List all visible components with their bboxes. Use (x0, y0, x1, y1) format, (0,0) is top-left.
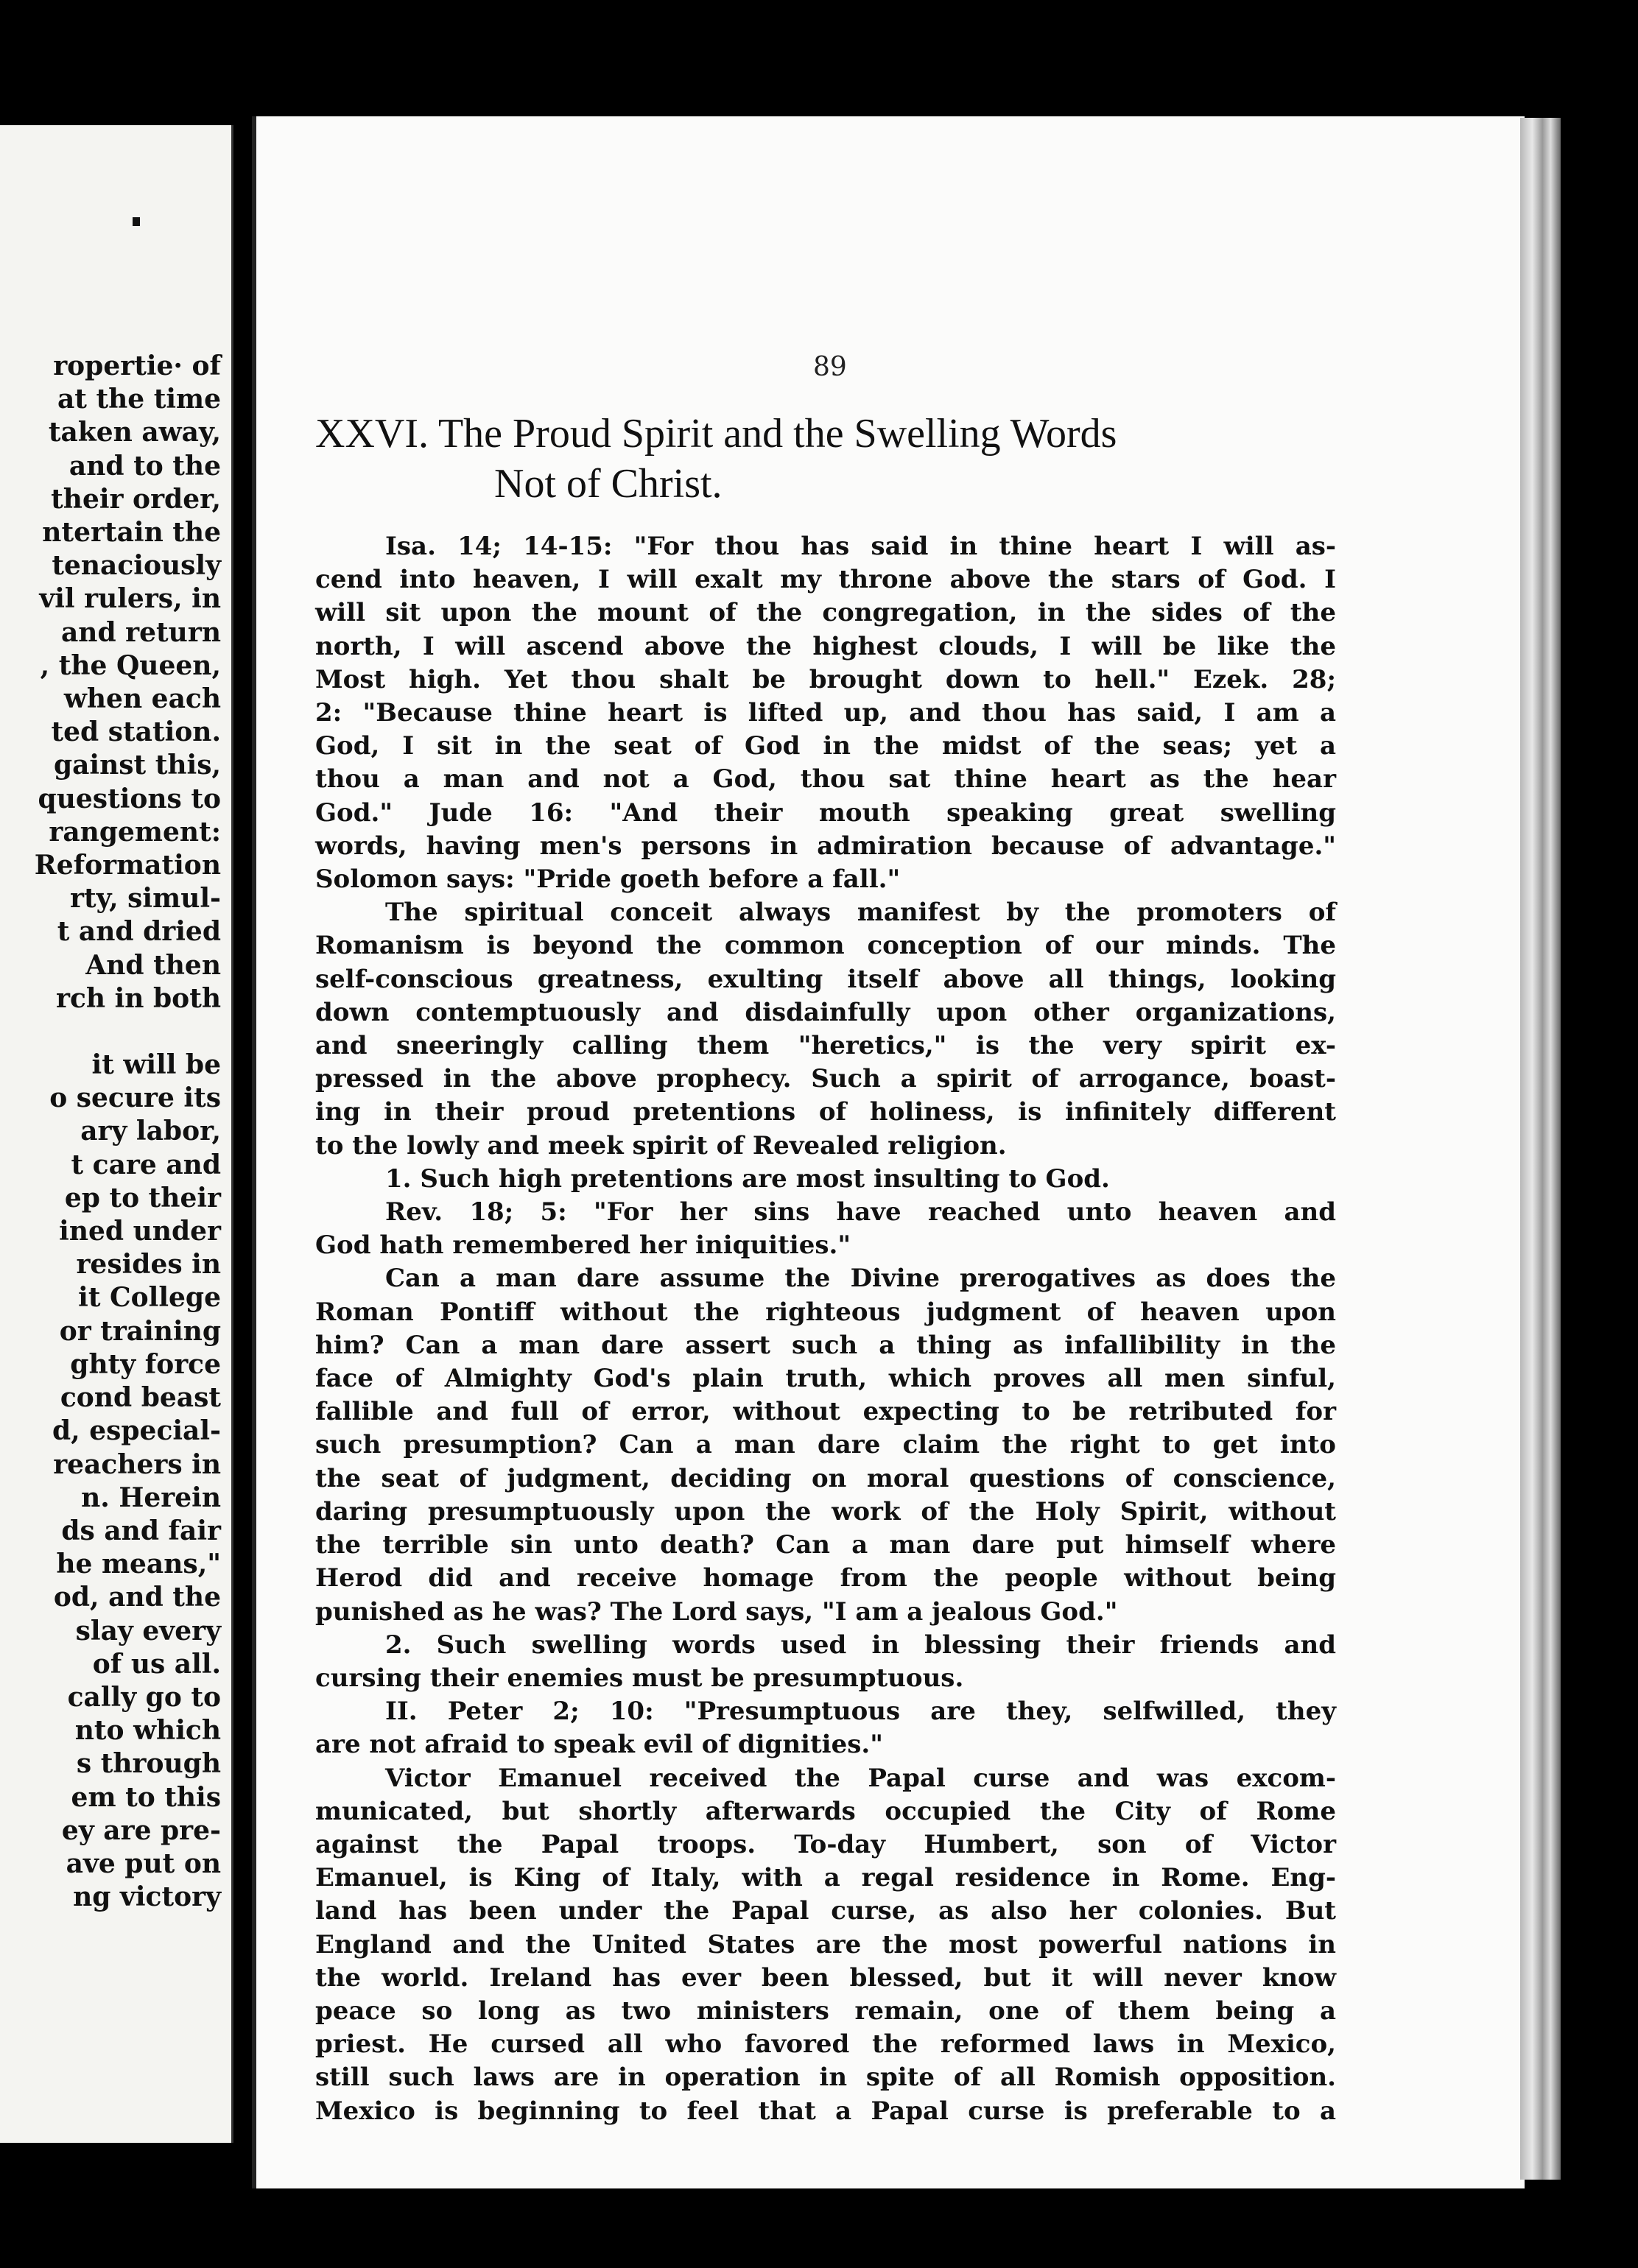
text-line: municated, but shortly afterwards occupied the City of Rome (315, 1796, 1336, 1826)
text-line: thou a man and not a God, thou sat thine heart as the hear (315, 764, 1336, 795)
left-page-line: od, and the (53, 1582, 221, 1613)
chapter-title-line-2: Not of Christ. (494, 461, 723, 507)
left-page-line: ave put on (66, 1848, 221, 1879)
text-line: Isa. 14; 14-15: "For thou has said in thine heart I will as- (385, 532, 1336, 561)
text-line: The spiritual conceit always manifest by the promoters of (385, 898, 1336, 928)
text-line: words, having men's persons in admiration because of advantage." (315, 831, 1336, 861)
text-line: him? Can a man dare assert such a thing as infallibility in the (315, 1330, 1336, 1360)
left-page-line: it College (78, 1282, 221, 1314)
text-line: Roman Pontiff without the righteous judgment of heaven upon (315, 1297, 1336, 1327)
left-page-line: em to this (71, 1781, 221, 1813)
left-page-line: ted station. (51, 716, 221, 748)
left-page-line: and to the (68, 450, 221, 482)
left-page-line: questions to (38, 783, 221, 814)
text-line: God." Jude 16: "And their mouth speaking great swelling (315, 797, 1336, 828)
text-line: self-conscious greatness, exulting itself above all things, looking (315, 964, 1336, 994)
text-line: Most high. Yet thou shalt be brought down to hell." Ezek. 28; (315, 664, 1336, 694)
left-page-line: d, especial- (52, 1415, 221, 1447)
left-page-line: ng victory (73, 1881, 221, 1913)
text-line: Mexico is beginning to feel that a Papal curse is preferable to a (315, 2096, 1336, 2126)
left-page-line: nto which (74, 1715, 221, 1747)
text-line: land has been under the Papal curse, as also her colonies. But (315, 1896, 1336, 1926)
left-page-line: ined under (59, 1216, 221, 1247)
text-line: II. Peter 2; 10: "Presumptuous are they, selfwilled, they (385, 1697, 1336, 1727)
text-line: the terrible sin unto death? Can a man dare put himself where (315, 1530, 1336, 1560)
text-line: north, I will ascend above the highest clouds, I will be like the (315, 631, 1336, 661)
text-line: Rev. 18; 5: "For her sins have reached unto heaven and (385, 1197, 1336, 1228)
text-line: pressed in the above prophecy. Such a spirit of arrogance, boast- (315, 1064, 1336, 1094)
text-line: Emanuel, is King of Italy, with a regal residence in Rome. Eng- (315, 1863, 1336, 1893)
left-page (0, 125, 233, 2143)
text-line: peace so long as two ministers remain, one of them being a (315, 1996, 1336, 2026)
left-page-line: n. Herein (81, 1482, 221, 1513)
text-line: against the Papal troops. To-day Humbert, son of Victor (315, 1829, 1336, 1859)
left-page-line: , the Queen, (40, 649, 221, 681)
left-page-line: when each (63, 683, 221, 715)
left-page-line: ropertie· of (53, 351, 221, 381)
chapter-title-line-1: XXVI. The Proud Spirit and the Swelling Words (315, 411, 1117, 457)
left-page-line: vil rulers, in (39, 583, 221, 615)
left-page-line: s through (76, 1748, 221, 1780)
text-line: down contemptuously and disdainfully upon other organizations, (315, 997, 1336, 1027)
left-page-line: slay every (75, 1615, 221, 1647)
text-line: 1. Such high pretentions are most insulting to God. (385, 1163, 1110, 1194)
text-line: cend into heaven, I will exalt my throne above the stars of God. I (315, 565, 1336, 595)
text-line: will sit upon the mount of the congregation, in the sides of the (315, 598, 1336, 628)
text-line: 2. Such swelling words used in blessing their friends and (385, 1630, 1336, 1660)
body-text (315, 530, 1336, 2128)
left-page-line: at the time (57, 384, 221, 415)
left-page-line: rch in both (56, 982, 221, 1014)
left-page-line: it will be (91, 1049, 221, 1081)
text-line: God, I sit in the seat of God in the midst of the seas; yet a (315, 731, 1336, 761)
text-line: still such laws are in operation in spite of all Romish opposition. (315, 2063, 1336, 2093)
text-line: face of Almighty God's plain truth, which proves all men sinful, (315, 1364, 1336, 1394)
left-page-line: reachers in (53, 1448, 221, 1480)
left-page-line: rty, simul- (70, 883, 221, 915)
text-line: 2: "Because thine heart is lifted up, and thou has said, I am a (315, 698, 1336, 728)
left-page-line: ey are pre- (61, 1814, 221, 1846)
left-page-line: ghty force (70, 1348, 221, 1380)
left-page-line: ntertain the (42, 517, 221, 549)
page-edge (1520, 118, 1561, 2180)
left-page-line: or training (59, 1315, 221, 1347)
text-line: the seat of judgment, deciding on moral questions of conscience, (315, 1463, 1336, 1493)
left-page-line: and return (60, 616, 221, 648)
left-page-line: ep to their (64, 1182, 221, 1214)
left-page-line: cond beast (60, 1382, 221, 1414)
text-line: daring presumptuously upon the work of the Holy Spirit, without (315, 1496, 1336, 1526)
text-line: such presumption? Can a man dare claim the right to get into (315, 1430, 1336, 1460)
left-page-line: cally go to (67, 1681, 221, 1713)
text-line: England and the United States are the most powerful nations in (315, 1929, 1336, 1959)
left-page-line: And then (85, 949, 221, 981)
text-line: Victor Emanuel received the Papal curse and was excom- (385, 1763, 1336, 1793)
left-page-line: Reformation (34, 850, 221, 881)
text-line: Herod did and receive homage from the people without being (315, 1563, 1336, 1593)
ink-dot (133, 217, 140, 226)
left-page-line (0, 1015, 221, 1049)
left-page-line: gainst this, (53, 750, 221, 781)
text-line: to the lowly and meek spirit of Revealed religion. (315, 1130, 1007, 1161)
text-line: cursing their enemies must be presumptuous. (315, 1663, 964, 1693)
left-page-line: o secure its (49, 1082, 221, 1114)
left-page-line: of us all. (92, 1648, 221, 1680)
chapter-title (315, 409, 1354, 509)
text-line: priest. He cursed all who favored the reformed laws in Mexico, (315, 2029, 1336, 2060)
text-line: Solomon says: "Pride goeth before a fall." (315, 864, 901, 895)
left-page-line: t care and (71, 1149, 221, 1180)
left-page-line: t and dried (57, 916, 221, 948)
text-line: Can a man dare assume the Divine prerogatives as does the (385, 1264, 1336, 1294)
left-page-line: resides in (76, 1249, 221, 1281)
text-line: the world. Ireland has ever been blessed, but it will never know (315, 1962, 1336, 1993)
text-line: fallible and full of error, without expecting to be retributed for (315, 1397, 1336, 1427)
left-page-line: rangement: (49, 816, 221, 848)
left-page-line: taken away, (48, 417, 221, 448)
text-line: Romanism is beyond the common conception of our minds. The (315, 931, 1336, 961)
left-page-line: tenaciously (52, 550, 221, 582)
left-page-line: ary labor, (80, 1116, 221, 1147)
left-page-line: he means," (56, 1549, 221, 1580)
text-line: and sneeringly calling them "heretics," is the very spirit ex- (315, 1031, 1336, 1061)
text-line: God hath remembered her iniquities." (315, 1230, 851, 1261)
text-line: punished as he was? The Lord says, "I am a jealous God." (315, 1596, 1118, 1627)
text-line: are not afraid to speak evil of dignities." (315, 1730, 883, 1760)
text-line: ing in their proud pretentions of holiness, is infinitely different (315, 1097, 1336, 1127)
left-page-line: ds and fair (61, 1515, 221, 1546)
left-page-text (0, 350, 221, 1914)
page-number: 89 (813, 352, 847, 382)
left-page-line: their order, (51, 483, 221, 515)
